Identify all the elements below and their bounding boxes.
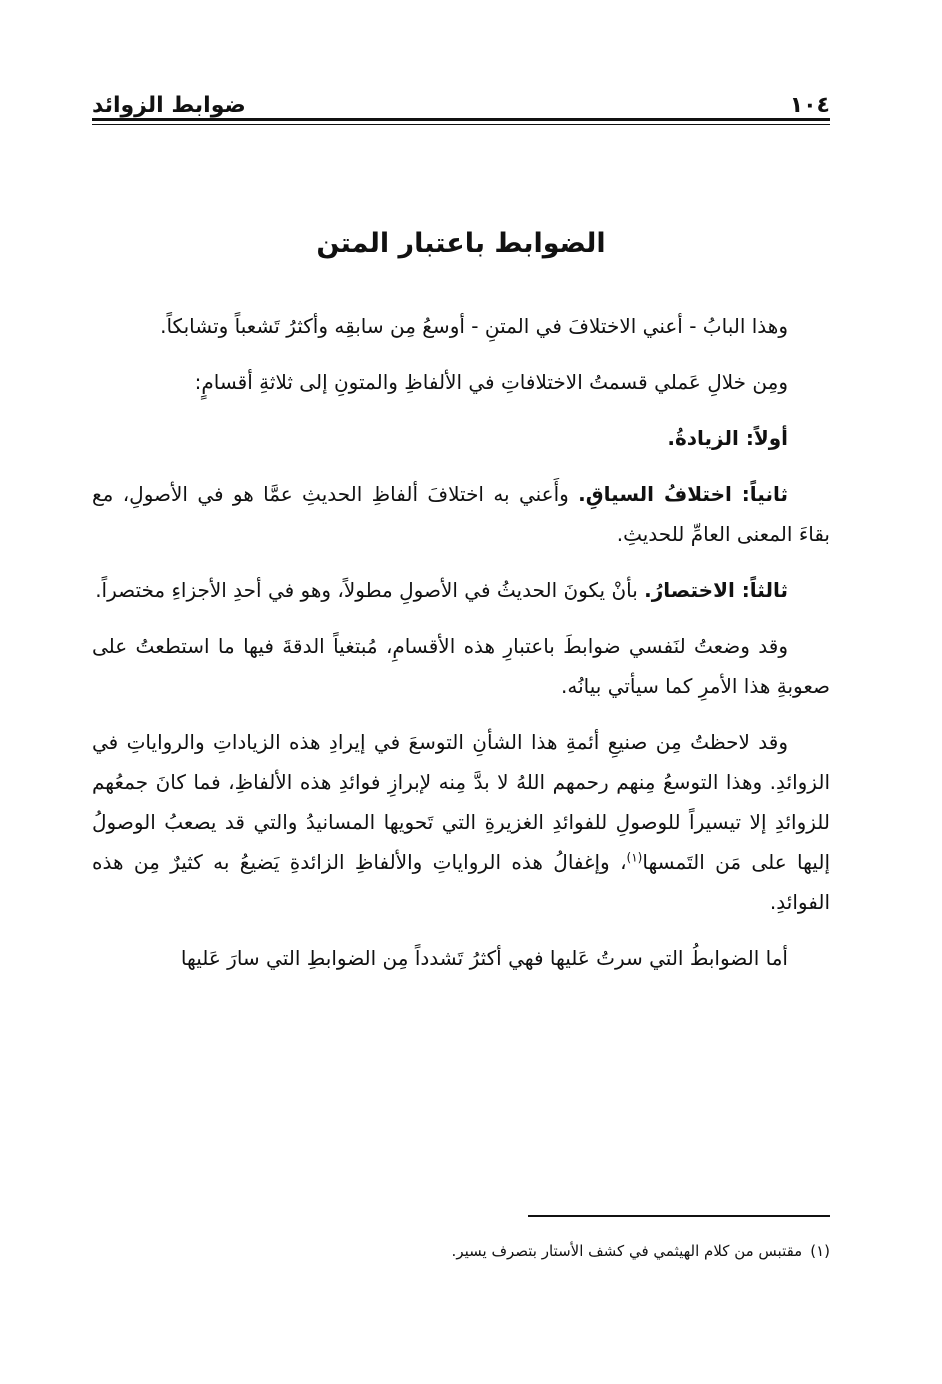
paragraph: [92, 570, 830, 610]
paragraph: [92, 626, 830, 706]
running-header: [92, 82, 830, 118]
section-lead: ثانياً: اختلافُ السياقِ.: [578, 482, 788, 506]
page-number: ١٠٤: [789, 93, 830, 118]
running-title: ضوابط الزوائد: [92, 93, 246, 118]
paragraph-text: وهذا البابُ - أعني الاختلافَ في المتنِ - أوسعُ مِن سابقِه وأكثرُ تَشعباً وتشابكاً.: [160, 314, 788, 338]
header-rule-thick: [92, 118, 830, 121]
footnote-reference[interactable]: (١): [626, 850, 643, 865]
chapter-title: الضوابط باعتبار المتن: [316, 228, 606, 259]
section-lead: ثالثاً: الاختصارُ.: [644, 578, 788, 602]
paragraph-text: بأنْ يكونَ الحديثُ في الأصولِ مطولاً، وهو في أحدِ الأجزاءِ مختصراً.: [95, 578, 645, 602]
paragraph: [92, 418, 830, 458]
header-rule-thin: [92, 124, 830, 125]
footnote-mark: (١): [810, 1242, 830, 1260]
paragraph: [92, 306, 830, 346]
paragraph-text: وقد وضعتُ لنَفسي ضوابطَ باعتبارِ هذه الأقسامِ، مُبتغياً الدقةَ فيها ما استطعتُ على صعوبةِ هذا الأمرِ كما سيأتي بيانُه.: [92, 634, 830, 698]
footnote: [92, 1238, 830, 1264]
paragraph-text: ومِن خلالِ عَملي قسمتُ الاختلافاتِ في الألفاظِ والمتونِ إلى ثلاثةِ أقسامٍ:: [194, 370, 788, 394]
section-lead: أولاً: الزيادةُ.: [667, 426, 788, 450]
paragraph: [92, 938, 830, 978]
paragraph-text: وأَعني به اختلافَ ألفاظِ الحديثِ عمَّا هو في الأصولِ، مع بقاءَ المعنى العامِّ للحديثِ.: [92, 482, 830, 546]
body-text: [92, 306, 830, 994]
paragraph: [92, 362, 830, 402]
paragraph-text: أما الضوابطُ التي سرتُ عَليها فهي أكثرُ تَشدداً مِن الضوابطِ التي سارَ عَليها: [180, 946, 788, 970]
paragraph-text: ، وإغفالُ هذه الرواياتِ والألفاظِ الزائدةِ يَضيعُ به كثيرٌ مِن هذه الفوائدِ.: [92, 850, 830, 914]
paragraph: [92, 722, 830, 922]
footnote-rule: [528, 1215, 830, 1217]
paragraph-text: وقد لاحظتُ مِن صنيعِ أئمةِ هذا الشأنِ التوسعَ في إيرادِ هذه الزياداتِ والرواياتِ في الزوائدِ. وهذا التوسعُ مِنهم رحمهم اللهُ لا بدَّ مِنه لإبرازِ فوائدِ هذه الألفاظِ، فما كانَ جمعُهم للزوائدِ إلا تيسيراً للوصولِ للفوائدِ الغزيرةِ التي تَحويها المسانيدُ والتي قد يصعبُ الوصولُ إليها على مَن التَمسها: [92, 730, 830, 874]
paragraph: [92, 474, 830, 554]
footnote-text: مقتبس من كلام الهيثمي في كشف الأستار بتصرف يسير.: [451, 1242, 803, 1260]
